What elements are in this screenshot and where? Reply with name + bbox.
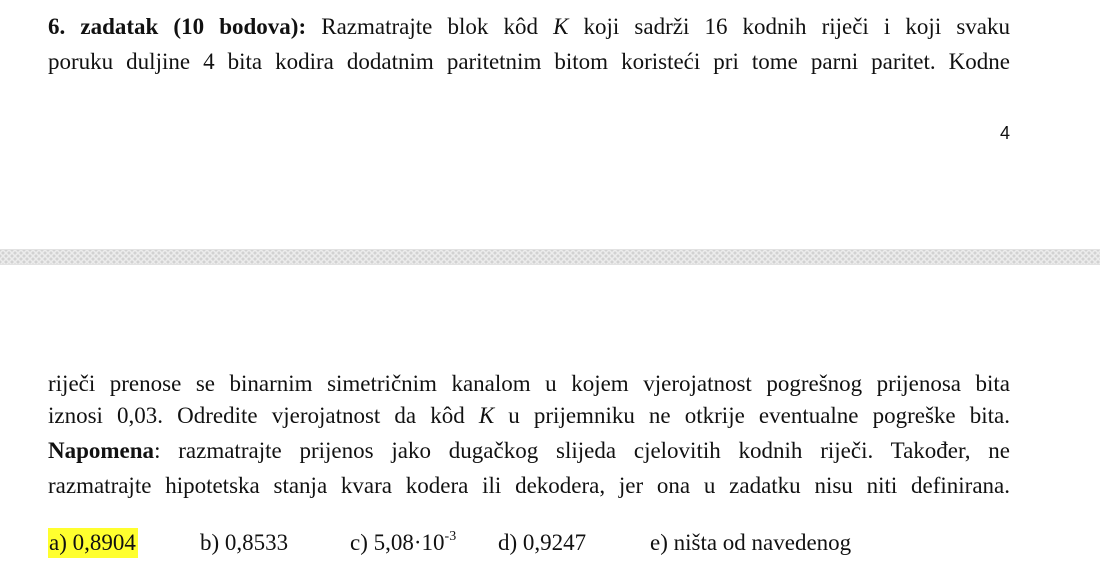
- code-symbol: K: [478, 403, 495, 428]
- task-text: Razmatrajte blok kôd: [306, 14, 554, 39]
- task-line-1: [48, 12, 1010, 42]
- task-line-5: [48, 436, 1010, 466]
- code-symbol: K: [553, 14, 569, 39]
- answer-option-c[interactable]: [350, 528, 456, 558]
- answer-c-exponent: -3: [444, 529, 457, 544]
- task-line-2: poruku duljine 4 bita kodira dodatnim paritetnim bitom koristeći pri tome parni paritet. Kodne: [48, 49, 1010, 74]
- page-break-divider: [0, 249, 1100, 265]
- answer-option-a[interactable]: a) 0,8904: [48, 528, 138, 558]
- task-text: : razmatrajte prijenos jako dugačkog slijeda cjelovitih kodnih riječi. Također, ne: [154, 438, 1010, 463]
- answer-option-b[interactable]: b) 0,8533: [200, 530, 289, 555]
- task-line-4: [48, 401, 1010, 431]
- note-label: Napomena: [48, 438, 155, 463]
- task-text: iznosi 0,03. Odredite vjerojatnost da kôd: [48, 403, 479, 428]
- task-text: koji sadrži 16 kodnih riječi i koji svaku: [568, 14, 1010, 39]
- answer-c-base: c) 5,08·10: [350, 530, 445, 555]
- answer-option-d[interactable]: d) 0,9247: [498, 530, 587, 555]
- task-line-3: riječi prenose se binarnim simetričnim kanalom u kojem vjerojatnost pogrešnog prijenosa bita: [48, 371, 1010, 396]
- task-text: u prijemniku ne otkrije eventualne pogreške bita.: [494, 403, 1010, 428]
- answer-options: [0, 528, 1100, 560]
- answer-option-e[interactable]: e) ništa od navedenog: [650, 530, 852, 555]
- task-line-6: razmatrajte hipotetska stanja kvara kodera ili dekodera, jer ona u zadatku nisu niti definirana.: [48, 473, 1010, 498]
- task-heading: 6. zadatak (10 bodova):: [48, 14, 307, 39]
- page-number: 4: [1000, 123, 1011, 143]
